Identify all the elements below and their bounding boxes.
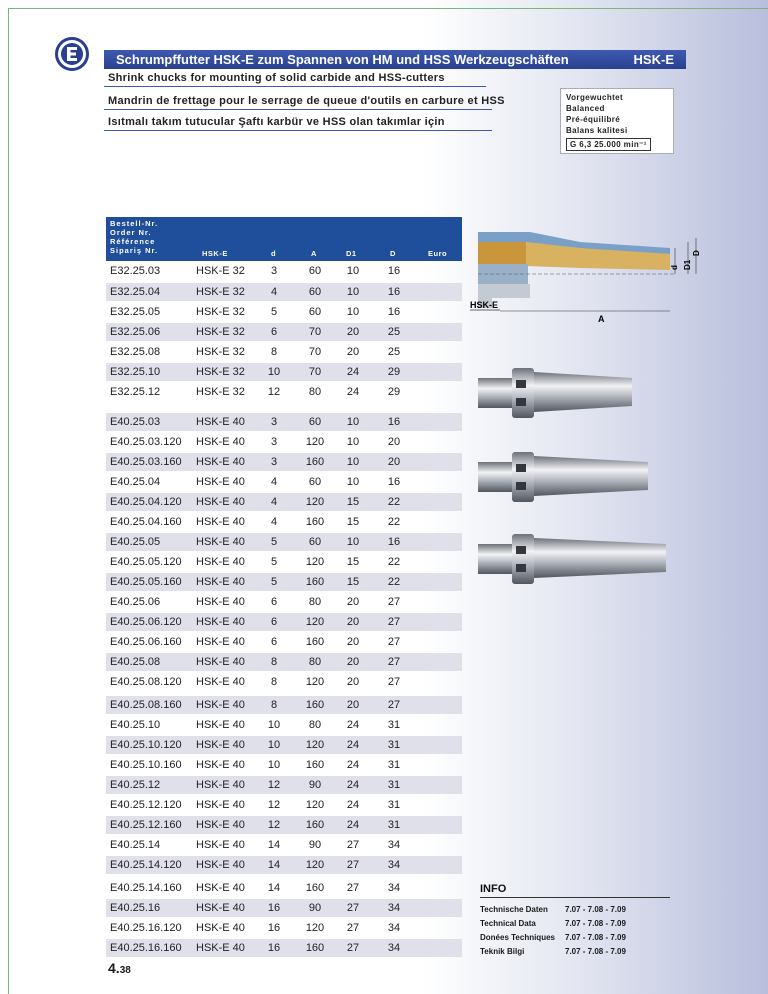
diameter-D-cell: 22 [387,516,401,528]
hsk-type-cell: HSK-E 32 [196,286,245,298]
balance-grade: G 6,3 25.000 min⁻¹ [566,138,651,151]
order-number-cell: E40.25.04 [110,476,161,488]
length-a-cell: 160 [305,516,325,528]
order-number-cell: E40.25.05.120 [110,556,182,568]
divider [104,130,492,131]
hsk-type-cell: HSK-E 40 [196,779,245,791]
diameter-d1-cell: 27 [346,859,360,871]
diameter-D-cell: 27 [387,699,401,711]
diameter-D-cell: 25 [387,346,401,358]
hsk-type-cell: HSK-E 40 [196,759,245,771]
table-row [106,796,462,814]
col-a-header: A [311,249,317,258]
diameter-d-cell: 14 [267,859,281,871]
diameter-d1-cell: 20 [346,656,360,668]
hsk-type-cell: HSK-E 40 [196,739,245,751]
order-number-cell: E32.25.10 [110,366,161,378]
table-row [106,493,462,511]
table-row [106,856,462,874]
diameter-d-cell: 10 [267,759,281,771]
diameter-d-cell: 8 [270,676,278,688]
hsk-label: HSK-E [470,300,499,310]
subtitle-french: Mandrin de frettage pour le serrage de queue d'outils en carbure et HSS [108,95,505,107]
diameter-D-cell: 27 [387,616,401,628]
length-a-cell: 60 [308,536,322,548]
order-number-cell: E40.25.12.120 [110,799,182,811]
chuck-section-diagram [470,218,700,328]
diameter-d1-cell: 15 [346,516,360,528]
diameter-d1-cell: 24 [346,386,360,398]
diameter-D-cell: 16 [387,536,401,548]
diameter-D-cell: 27 [387,596,401,608]
diameter-d-cell: 10 [267,719,281,731]
order-number-cell: E32.25.08 [110,346,161,358]
length-a-cell: 80 [308,596,322,608]
diameter-d-cell: 5 [270,556,278,568]
order-number-cell: E32.25.06 [110,326,161,338]
order-number-cell: E40.25.14.120 [110,859,182,871]
balance-line: Balans kalitesi [566,126,628,135]
table-row [106,756,462,774]
hsk-type-cell: HSK-E 40 [196,616,245,628]
subtitle-turkish: Isıtmalı takım tutucular Şaftı karbür ve HSS olan takımlar için [108,116,445,128]
info-panel [480,883,680,958]
diameter-D-cell: 31 [387,779,401,791]
table-row [106,473,462,491]
diameter-D-cell: 25 [387,326,401,338]
length-a-cell: 160 [305,942,325,954]
order-number-cell: E32.25.05 [110,306,161,318]
diameter-D-cell: 31 [387,819,401,831]
table-row [106,533,462,551]
subtitle-english: Shrink chucks for mounting of solid carbide and HSS-cutters [108,72,445,84]
hsk-type-cell: HSK-E 40 [196,636,245,648]
table-row [106,553,462,571]
diameter-D-cell: 29 [387,366,401,378]
order-number-cell: E40.25.03.120 [110,436,182,448]
diameter-d-cell: 3 [270,436,278,448]
diameter-d1-cell: 27 [346,902,360,914]
hsk-type-cell: HSK-E 32 [196,386,245,398]
balance-line: Balanced [566,104,605,113]
divider [104,109,492,110]
diameter-D-cell: 27 [387,636,401,648]
diameter-D-cell: 16 [387,286,401,298]
diameter-d1-cell: 27 [346,942,360,954]
length-a-cell: 160 [305,636,325,648]
page-number: 4.38 [108,960,131,976]
diameter-d1-cell: 10 [346,416,360,428]
diameter-d-cell: 12 [267,386,281,398]
diameter-d-cell: 3 [270,265,278,277]
diameter-d1-cell: 20 [346,699,360,711]
hsk-type-cell: HSK-E 40 [196,576,245,588]
diameter-d1-cell: 20 [346,676,360,688]
hsk-type-cell: HSK-E 40 [196,656,245,668]
diameter-D-cell: 31 [387,719,401,731]
diameter-D-cell: 34 [387,922,401,934]
table-row [106,816,462,834]
length-a-cell: 60 [308,265,322,277]
order-number-cell: E40.25.06.160 [110,636,182,648]
diameter-d-cell: 16 [267,902,281,914]
diameter-d-cell: 5 [270,576,278,588]
hsk-type-cell: HSK-E 40 [196,839,245,851]
order-number-cell: E40.25.03.160 [110,456,182,468]
diameter-D-cell: 16 [387,416,401,428]
length-a-cell: 120 [305,739,325,751]
diameter-d-cell: 14 [267,882,281,894]
diameter-D-cell: 22 [387,496,401,508]
hsk-type-cell: HSK-E 32 [196,366,245,378]
order-number-header: Bestell-Nr. Order Nr. Référence Sipariş Nr. [110,219,159,255]
order-number-cell: E32.25.12 [110,386,161,398]
diameter-D-cell: 16 [387,306,401,318]
diameter-D-cell: 20 [387,436,401,448]
hsk-type-cell: HSK-E 40 [196,676,245,688]
diameter-d-cell: 5 [270,306,278,318]
page-title: Schrumpffutter HSK-E zum Spannen von HM und HSS Werkzeugschäften [116,52,569,67]
length-a-cell: 90 [308,839,322,851]
diameter-d-cell: 12 [267,819,281,831]
col-hsk-header: HSK-E [202,249,228,258]
table-header [106,217,462,261]
balance-line: Vorgewuchtet [566,93,624,102]
diameter-d-cell: 3 [270,456,278,468]
divider [480,897,670,898]
balance-line: Pré-équilibré [566,115,621,124]
hsk-type-cell: HSK-E 40 [196,476,245,488]
col-d-header: d [271,249,277,258]
hsk-type-cell: HSK-E 32 [196,265,245,277]
diameter-d-cell: 3 [270,416,278,428]
col-D-header: D [390,249,396,258]
length-a-cell: 120 [305,859,325,871]
info-row: Technical Data 7.07 - 7.08 - 7.09 [480,918,626,928]
length-a-cell: 120 [305,799,325,811]
hsk-type-cell: HSK-E 40 [196,922,245,934]
order-number-cell: E40.25.08.160 [110,699,182,711]
diameter-d1-cell: 20 [346,616,360,628]
diameter-D-cell: 34 [387,882,401,894]
info-row: Technische Daten 7.07 - 7.08 - 7.09 [480,904,626,914]
order-number-cell: E40.25.12.160 [110,819,182,831]
diameter-D-cell: 31 [387,799,401,811]
info-title: INFO [480,883,507,895]
dim-d1-label: D1 [683,259,692,270]
table-row [106,262,462,280]
hsk-type-cell: HSK-E 40 [196,496,245,508]
table-row [106,343,462,361]
hsk-type-cell: HSK-E 40 [196,596,245,608]
table-row [106,673,462,691]
table-row [106,836,462,854]
diameter-d-cell: 6 [270,326,278,338]
diameter-d-cell: 8 [270,656,278,668]
diameter-d-cell: 4 [270,496,278,508]
order-number-cell: E40.25.16 [110,902,161,914]
diameter-d1-cell: 15 [346,576,360,588]
logo-e-icon [65,46,79,62]
table-row [106,696,462,714]
table-row [106,899,462,917]
info-row: Teknik Bilgi 7.07 - 7.08 - 7.09 [480,946,626,956]
diameter-d1-cell: 10 [346,456,360,468]
diameter-d1-cell: 10 [346,286,360,298]
table-row [106,939,462,957]
diameter-d1-cell: 24 [346,719,360,731]
diameter-d1-cell: 10 [346,436,360,448]
hsk-type-cell: HSK-E 32 [196,346,245,358]
product-photo-long [472,528,672,592]
table-row [106,283,462,301]
diameter-d-cell: 10 [267,366,281,378]
diameter-D-cell: 27 [387,676,401,688]
length-a-cell: 120 [305,922,325,934]
length-a-cell: 80 [308,386,322,398]
hsk-type-cell: HSK-E 40 [196,416,245,428]
diameter-d1-cell: 15 [346,556,360,568]
diameter-d1-cell: 24 [346,366,360,378]
table-row [106,653,462,671]
dim-D-label: D [692,250,701,256]
order-number-cell: E40.25.12 [110,779,161,791]
length-a-cell: 160 [305,882,325,894]
table-row [106,453,462,471]
table-row [106,613,462,631]
length-a-cell: 160 [305,456,325,468]
table-row [106,716,462,734]
hsk-type-cell: HSK-E 40 [196,902,245,914]
diameter-D-cell: 34 [387,942,401,954]
table-row [106,513,462,531]
length-a-cell: 80 [308,656,322,668]
dim-d-label: d [670,265,679,270]
length-a-cell: 160 [305,759,325,771]
diameter-D-cell: 34 [387,902,401,914]
order-number-cell: E40.25.10 [110,719,161,731]
diameter-d1-cell: 10 [346,306,360,318]
diameter-D-cell: 34 [387,859,401,871]
diameter-d-cell: 8 [270,346,278,358]
diameter-D-cell: 16 [387,265,401,277]
order-number-cell: E32.25.04 [110,286,161,298]
diameter-d1-cell: 24 [346,779,360,791]
table-row [106,383,462,401]
hsk-type-cell: HSK-E 40 [196,516,245,528]
diameter-d1-cell: 15 [346,496,360,508]
hsk-type-cell: HSK-E 40 [196,799,245,811]
hsk-type-cell: HSK-E 40 [196,436,245,448]
diameter-d1-cell: 10 [346,476,360,488]
table-row [106,736,462,754]
diameter-D-cell: 22 [387,576,401,588]
info-row: Donées Techniques 7.07 - 7.08 - 7.09 [480,932,626,942]
order-number-cell: E40.25.16.160 [110,942,182,954]
col-euro-header: Euro [428,249,448,258]
length-a-cell: 60 [308,476,322,488]
col-d1-header: D1 [346,249,357,258]
length-a-cell: 160 [305,576,325,588]
length-a-cell: 120 [305,436,325,448]
divider [104,86,486,87]
hsk-type-cell: HSK-E 40 [196,456,245,468]
order-number-cell: E40.25.06 [110,596,161,608]
diameter-D-cell: 22 [387,556,401,568]
table-row [106,919,462,937]
table-row [106,303,462,321]
length-a-cell: 90 [308,902,322,914]
diameter-d-cell: 4 [270,516,278,528]
product-photo-short [472,362,672,422]
diameter-d-cell: 4 [270,476,278,488]
length-a-cell: 70 [308,346,322,358]
hsk-type-cell: HSK-E 40 [196,882,245,894]
diameter-d1-cell: 20 [346,346,360,358]
order-number-cell: E32.25.03 [110,265,161,277]
hsk-type-cell: HSK-E 40 [196,819,245,831]
length-a-cell: 90 [308,779,322,791]
diameter-D-cell: 31 [387,739,401,751]
length-a-cell: 70 [308,366,322,378]
diameter-d-cell: 12 [267,799,281,811]
diameter-d-cell: 16 [267,942,281,954]
hsk-type-cell: HSK-E 32 [196,326,245,338]
diameter-D-cell: 20 [387,456,401,468]
table-row [106,573,462,591]
hsk-type-cell: HSK-E 32 [196,306,245,318]
length-a-cell: 120 [305,496,325,508]
order-number-cell: E40.25.03 [110,416,161,428]
order-number-cell: E40.25.04.160 [110,516,182,528]
length-a-cell: 120 [305,616,325,628]
table-row [106,879,462,897]
diameter-d1-cell: 24 [346,759,360,771]
logo-mark [61,43,83,65]
length-a-cell: 60 [308,286,322,298]
table-row [106,363,462,381]
diameter-d-cell: 14 [267,839,281,851]
diameter-d1-cell: 20 [346,596,360,608]
length-a-cell: 70 [308,326,322,338]
diameter-d1-cell: 27 [346,839,360,851]
length-a-cell: 120 [305,556,325,568]
diameter-d-cell: 4 [270,286,278,298]
diameter-d1-cell: 20 [346,326,360,338]
diameter-D-cell: 34 [387,839,401,851]
length-a-cell: 160 [305,699,325,711]
title-bar [104,50,686,69]
diameter-d1-cell: 20 [346,636,360,648]
hsk-type-cell: HSK-E 40 [196,719,245,731]
balance-info-box [560,88,674,154]
table-row [106,433,462,451]
order-number-cell: E40.25.08.120 [110,676,182,688]
diameter-d1-cell: 24 [346,739,360,751]
hsk-type-cell: HSK-E 40 [196,699,245,711]
table-row [106,323,462,341]
dim-a-label: A [598,314,605,324]
table-row [106,633,462,651]
diameter-d-cell: 10 [267,739,281,751]
diameter-d1-cell: 10 [346,536,360,548]
order-number-cell: E40.25.16.120 [110,922,182,934]
order-number-cell: E40.25.08 [110,656,161,668]
brand-logo [55,37,89,71]
length-a-cell: 120 [305,676,325,688]
length-a-cell: 80 [308,719,322,731]
order-number-cell: E40.25.14.160 [110,882,182,894]
diameter-D-cell: 31 [387,759,401,771]
hsk-type-cell: HSK-E 40 [196,859,245,871]
order-number-cell: E40.25.06.120 [110,616,182,628]
order-number-cell: E40.25.05 [110,536,161,548]
order-number-cell: E40.25.10.160 [110,759,182,771]
hsk-type-cell: HSK-E 40 [196,536,245,548]
diameter-d-cell: 16 [267,922,281,934]
length-a-cell: 60 [308,306,322,318]
product-photo-medium [472,446,672,508]
diameter-D-cell: 27 [387,656,401,668]
hsk-type-cell: HSK-E 40 [196,942,245,954]
length-a-cell: 160 [305,819,325,831]
diameter-d-cell: 12 [267,779,281,791]
diameter-d-cell: 6 [270,636,278,648]
table-row [106,413,462,431]
diameter-d-cell: 5 [270,536,278,548]
diameter-d1-cell: 10 [346,265,360,277]
table-row [106,776,462,794]
diameter-d1-cell: 27 [346,922,360,934]
order-number-cell: E40.25.14 [110,839,161,851]
order-number-cell: E40.25.05.160 [110,576,182,588]
order-number-cell: E40.25.04.120 [110,496,182,508]
hsk-type-cell: HSK-E 40 [196,556,245,568]
length-a-cell: 60 [308,416,322,428]
table-row [106,593,462,611]
order-number-cell: E40.25.10.120 [110,739,182,751]
diameter-d1-cell: 24 [346,799,360,811]
diameter-d-cell: 6 [270,596,278,608]
diameter-d1-cell: 27 [346,882,360,894]
diameter-d-cell: 6 [270,616,278,628]
diameter-d1-cell: 24 [346,819,360,831]
title-code: HSK-E [633,52,674,67]
diameter-d-cell: 8 [270,699,278,711]
diameter-D-cell: 29 [387,386,401,398]
diameter-D-cell: 16 [387,476,401,488]
